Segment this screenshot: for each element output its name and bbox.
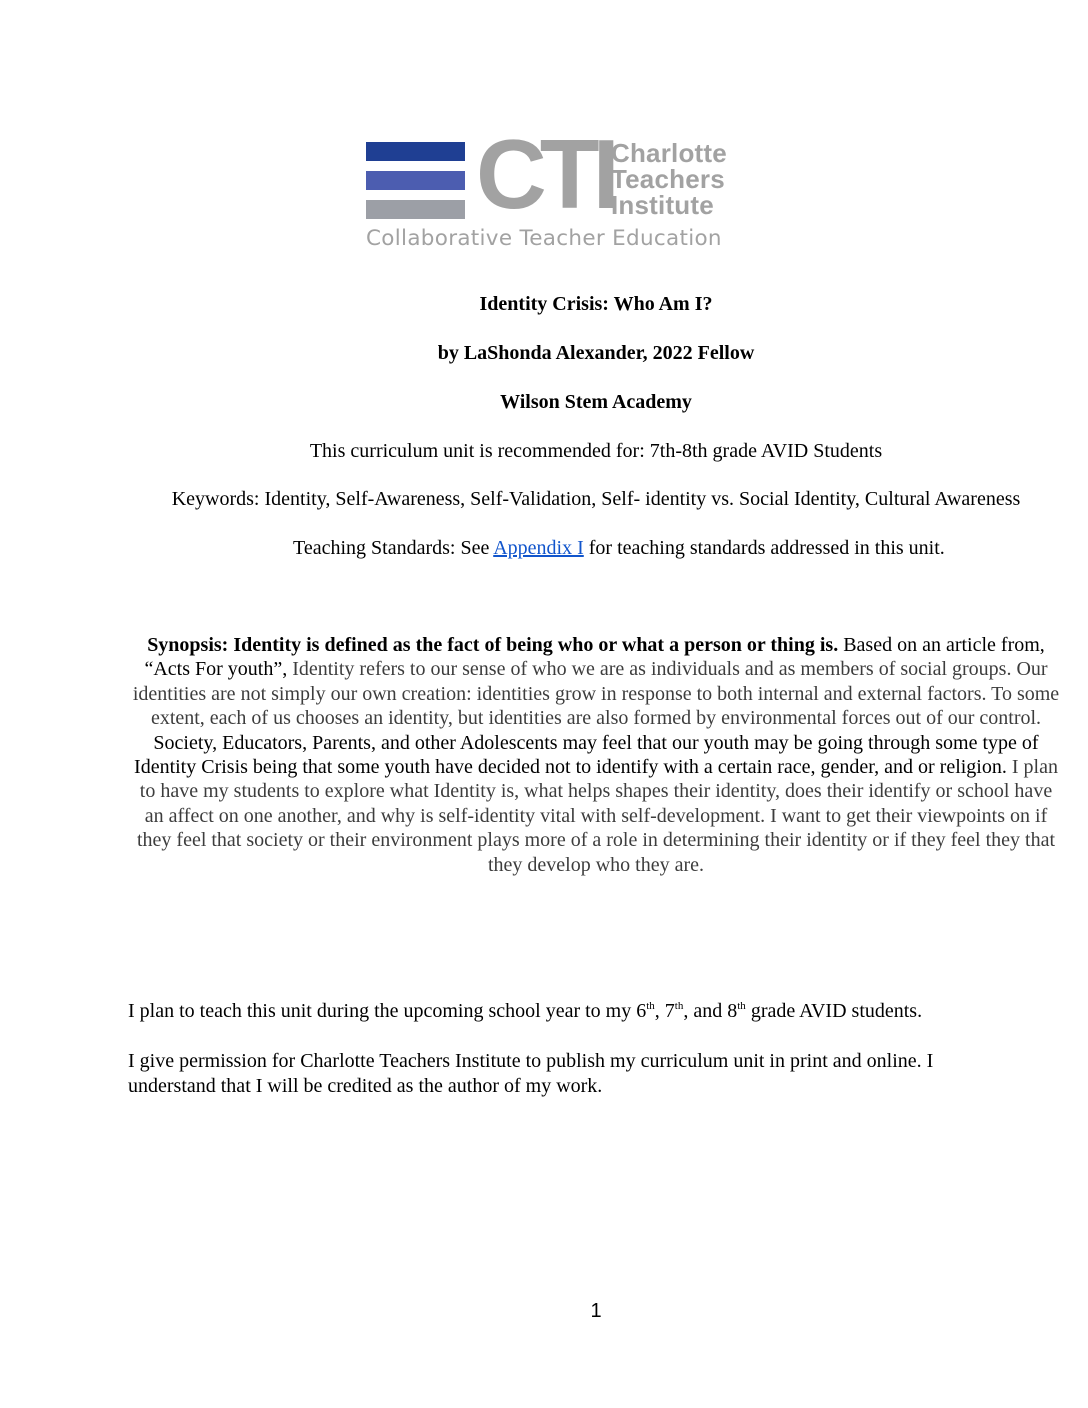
permission-statement: I give permission for Charlotte Teachers Institute to publish my curriculum unit in print and online. I understand that I will be credited as the author of my work. [128, 1050, 934, 1097]
logo-tagline: Collaborative Teacher Education [366, 226, 722, 251]
synopsis-concern: Society, Educators, Parents, and other Adolescents may feel that our youth may be going through some type of Identity Crisis being that some youth have decided not to identify with a certain race, gender, and or religion. [134, 731, 1039, 779]
teaching-plan [128, 999, 1028, 1024]
logo-name [611, 140, 727, 218]
synopsis-definition: Identity is defined as the fact of being who or what a person or thing is. [233, 634, 839, 656]
logo-name-line-1: Charlotte [611, 138, 727, 168]
unit-author: by LaShonda Alexander, 2022 Fellow [437, 342, 755, 364]
teaching-plan-text: I plan to teach this unit during the upcoming school year to my 6 [128, 1000, 647, 1022]
teaching-plan-text: , 7 [654, 1000, 675, 1022]
appendix-link[interactable]: Appendix I [493, 537, 584, 559]
logo-name-line-3: Institute [611, 190, 714, 220]
ordinal-suffix: th [737, 1000, 746, 1012]
school-name: Wilson Stem Academy [500, 391, 692, 413]
logo-bar-blue [366, 142, 465, 161]
standards-prefix: Teaching Standards: See [293, 537, 494, 559]
ordinal-suffix: th [646, 1000, 655, 1012]
synopsis-plan: I plan to have my students to explore what Identity is, what helps shapes their identity, does their identify or school have an affect on one another, and why is self-identity vital with self-development. I want to get their viewpoints on if they feel that society or their environment plays more of a role in determining their identity or if they feel they that they develop who they are. [136, 756, 1058, 876]
cti-logo [364, 119, 756, 255]
page-number: 1 [590, 1300, 602, 1322]
logo-acronym: CTI [476, 119, 613, 229]
ordinal-suffix: th [674, 1000, 684, 1012]
standards-suffix: for teaching standards addressed in this unit. [583, 537, 945, 559]
logo-name-line-2: Teachers [611, 164, 725, 194]
logo-bar-gray [366, 200, 465, 219]
recommended-grades: This curriculum unit is recommended for: 7th-8th grade AVID Students [309, 440, 883, 462]
synopsis-label: Synopsis: [147, 634, 234, 656]
synopsis-intro: Based on an article from, “Acts For youth”, [144, 634, 1045, 681]
teaching-standards [293, 536, 945, 560]
unit-title: Identity Crisis: Who Am I? [479, 293, 713, 315]
teaching-plan-text: , and 8 [683, 1000, 738, 1022]
logo-bar-indigo [366, 171, 465, 190]
synopsis-quoted-passage: Identity refers to our sense of who we are as individuals and as members of social groups. Our identities are not simply our own creation: identities grow in response to both internal and external factors. To some extent, each of us chooses an identity, but identities are also formed by environmental forces out of our control. [132, 658, 1060, 730]
keywords: Keywords: Identity, Self-Awareness, Self-Validation, Self- identity vs. Social Identity, Cultural Awareness [171, 488, 1021, 510]
teaching-plan-text: grade AVID students. [745, 1000, 923, 1022]
synopsis [128, 633, 1064, 877]
